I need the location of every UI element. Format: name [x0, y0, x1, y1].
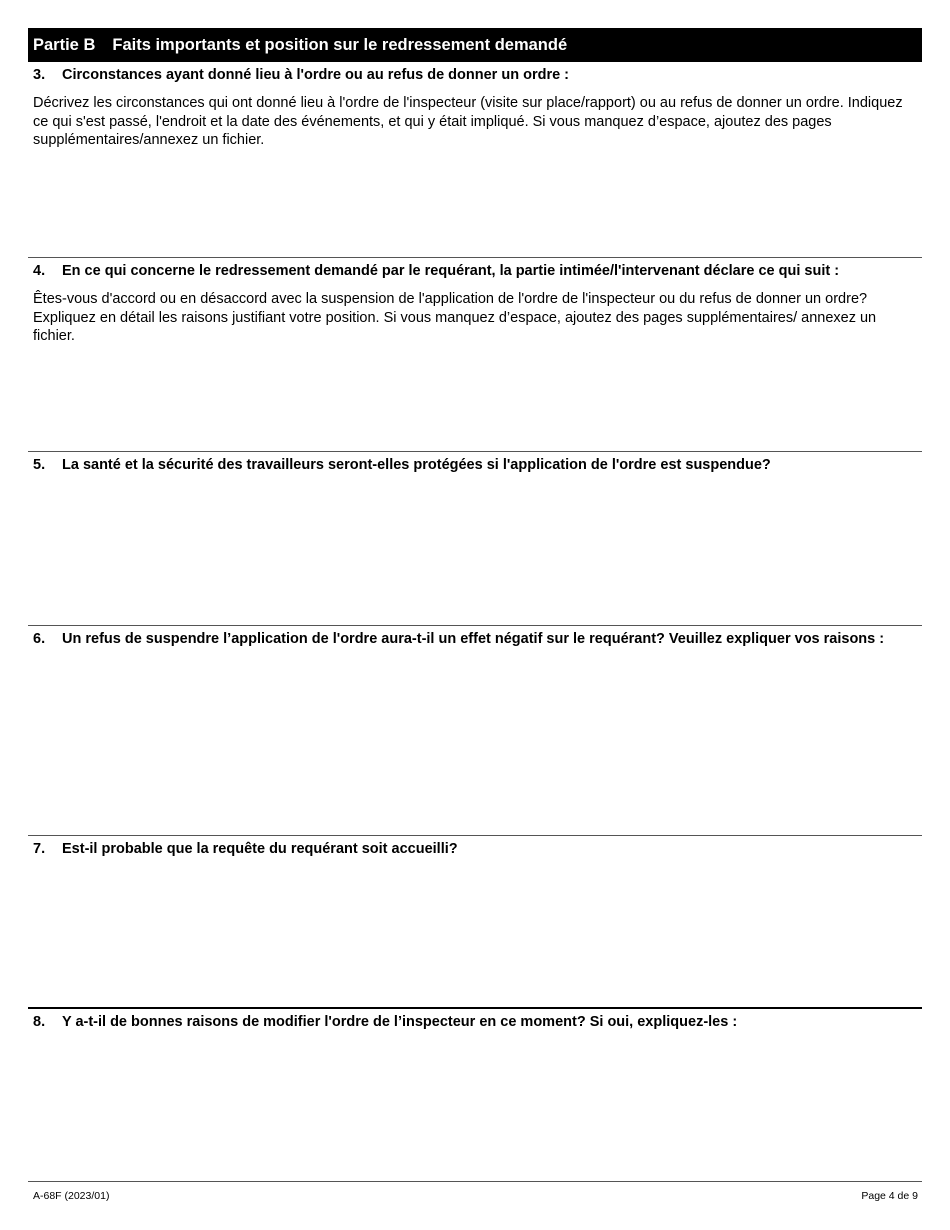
divider-line: [28, 1007, 922, 1009]
question-3-description: Décrivez les circonstances qui ont donné lieu à l'ordre de l'inspecteur (visite sur place/rapport) ou au refus de donner un ordre. Indiquez ce qui s'est passé, l'endroit et la date des événements, et qui y était impliqué. Si vous manquez d’espace, ajoutez des pages supplémentaires/annexez un fichier.: [33, 95, 903, 148]
divider-line: [28, 835, 922, 836]
page-number: Page 4 de 9: [861, 1190, 918, 1202]
question-4-section: [28, 262, 922, 346]
question-8-number: 8.: [33, 1014, 46, 1030]
footer-rule: [28, 1181, 922, 1182]
question-5-text: La santé et la sécurité des travailleurs seront-elles protégées si l'application de l'ordre est suspendue?: [62, 457, 771, 473]
question-4-number: 4.: [33, 263, 46, 279]
question-5-number: 5.: [33, 457, 46, 473]
question-8-title: [28, 1013, 922, 1032]
part-b-header: [28, 28, 922, 62]
divider-line: [28, 451, 922, 452]
question-4-title: [28, 262, 922, 281]
question-7-number: 7.: [33, 841, 46, 857]
question-6-number: 6.: [33, 631, 46, 647]
question-7-section: [28, 840, 922, 859]
question-7-text: Est-il probable que la requête du requérant soit accueilli?: [62, 841, 458, 857]
divider-line: [28, 257, 922, 258]
question-3-section: [28, 66, 922, 150]
question-5-title: [28, 456, 922, 475]
part-title: Faits importants et position sur le redressement demandé: [112, 36, 568, 54]
question-8-section: [28, 1013, 922, 1032]
part-label: Partie B: [33, 36, 96, 54]
question-3-text: Circonstances ayant donné lieu à l'ordre ou au refus de donner un ordre :: [62, 67, 570, 83]
question-6-text: Un refus de suspendre l’application de l'ordre aura-t-il un effet négatif sur le requérant? Veuillez expliquer vos raisons :: [62, 631, 885, 647]
question-3-number: 3.: [33, 67, 46, 83]
question-8-text: Y a-t-il de bonnes raisons de modifier l'ordre de l’inspecteur en ce moment? Si oui, expliquez-les :: [62, 1014, 738, 1030]
question-4-text: En ce qui concerne le redressement demandé par le requérant, la partie intimée/l'intervenant déclare ce qui suit :: [62, 263, 840, 279]
question-6-section: [28, 630, 922, 649]
form-code: A-68F (2023/01): [33, 1190, 110, 1202]
question-6-title: [28, 630, 922, 649]
question-7-title: [28, 840, 922, 859]
question-3-title: [28, 66, 922, 85]
question-4-description: Êtes-vous d'accord ou en désaccord avec la suspension de l'application de l'ordre de l'inspecteur ou du refus de donner un ordre? Expliquez en détail les raisons justifiant votre position. Si vous manquez d’espace, ajoutez des pages supplémentaires/ annexez un fichier.: [33, 291, 877, 344]
question-5-section: [28, 456, 922, 475]
divider-line: [28, 625, 922, 626]
